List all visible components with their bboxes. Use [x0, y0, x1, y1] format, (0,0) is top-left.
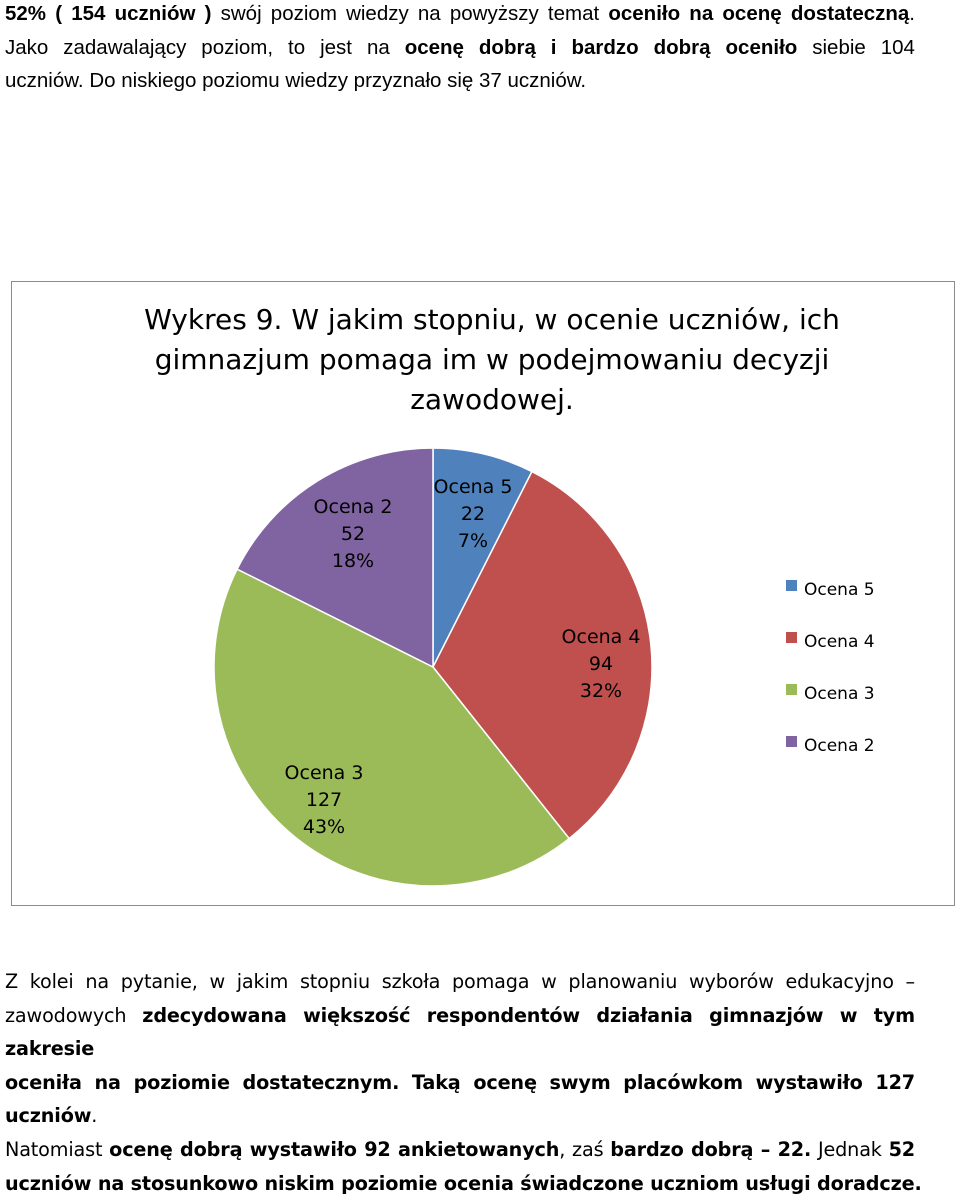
chart-title-line: gimnazjum pomaga im w podejmowaniu decyzji: [154, 343, 830, 376]
text-run: uczniów. Do niskiego poziomu wiedzy przyznało się 37 uczniów.: [5, 69, 587, 92]
legend-item-ocena-3: [786, 684, 875, 704]
text-run: Jednak: [811, 1137, 889, 1161]
pie-chart: [12, 282, 956, 907]
chart-frame: [11, 281, 955, 906]
data-label-ocena-2: Ocena 2 52 18%: [313, 496, 393, 572]
intro-paragraph: [5, 0, 915, 98]
paragraph-line: [5, 999, 915, 1066]
paragraph-line: [5, 0, 915, 31]
chart-title-line: Wykres 9. W jakim stopniu, w ocenie uczniów, ich: [144, 303, 840, 336]
summary-paragraph: [5, 965, 922, 1200]
legend-label: Ocena 3: [804, 684, 875, 704]
bold-text-run: oceniło na ocenę dostateczną: [608, 2, 910, 25]
legend-label: Ocena 5: [804, 580, 875, 600]
text-run: siebie 104: [797, 35, 915, 59]
chart-title-line: zawodowej.: [410, 383, 574, 416]
text-run: Natomiast: [5, 1137, 110, 1161]
legend-label: Ocena 2: [804, 736, 875, 756]
bold-text-run: 52% ( 154 uczniów ): [5, 2, 212, 25]
text-run: , zaś: [559, 1137, 611, 1161]
legend-item-ocena-4: [786, 632, 875, 652]
data-label-ocena-5: Ocena 5 22 7%: [433, 476, 513, 552]
data-label-ocena-4: Ocena 4 94 32%: [561, 626, 641, 702]
bold-text-run: bardzo dobrą – 22.: [610, 1137, 812, 1161]
legend-swatch: [786, 684, 797, 695]
paragraph-line: [5, 31, 915, 65]
data-label-ocena-3: Ocena 3 127 43%: [284, 762, 364, 838]
paragraph-line: [5, 1133, 915, 1167]
paragraph-line: [5, 1167, 922, 1200]
bold-text-run: uczniów na stosunkowo niskim poziomie ocenia świadczone uczniom usługi doradcze.: [5, 1171, 922, 1195]
legend-item-ocena-5: [786, 580, 875, 600]
legend-label: Ocena 4: [804, 632, 875, 652]
legend-swatch: [786, 580, 797, 591]
legend-swatch: [786, 736, 797, 747]
legend-item-ocena-2: [786, 736, 875, 756]
text-run: .: [909, 2, 915, 25]
text-run: Z kolei na pytanie, w jakim stopniu szkoła pomaga w planowaniu wyborów edukacyjno –: [5, 970, 915, 993]
text-run: .: [91, 1104, 98, 1128]
paragraph-line: [5, 1066, 915, 1133]
text-run: Jako zadawalający poziom, to jest na: [5, 35, 405, 59]
text-run: swój poziom wiedzy na powyższy temat: [211, 2, 609, 25]
bold-text-run: oceniła na poziomie dostatecznym. Taką ocenę swym placówkom wystawiło 127 uczniów: [5, 1070, 915, 1128]
bold-text-run: ocenę dobrą i bardzo dobrą oceniło: [404, 35, 798, 59]
text-run: zawodowych: [5, 1003, 143, 1027]
bold-text-run: 52: [888, 1137, 915, 1161]
paragraph-line: [5, 965, 915, 999]
paragraph-line: [5, 64, 915, 98]
bold-text-run: ocenę dobrą wystawiło 92 ankietowanych: [109, 1137, 560, 1161]
legend-swatch: [786, 632, 797, 643]
bold-text-run: zdecydowana większość respondentów działania gimnazjów w tym zakresie: [5, 1003, 916, 1061]
